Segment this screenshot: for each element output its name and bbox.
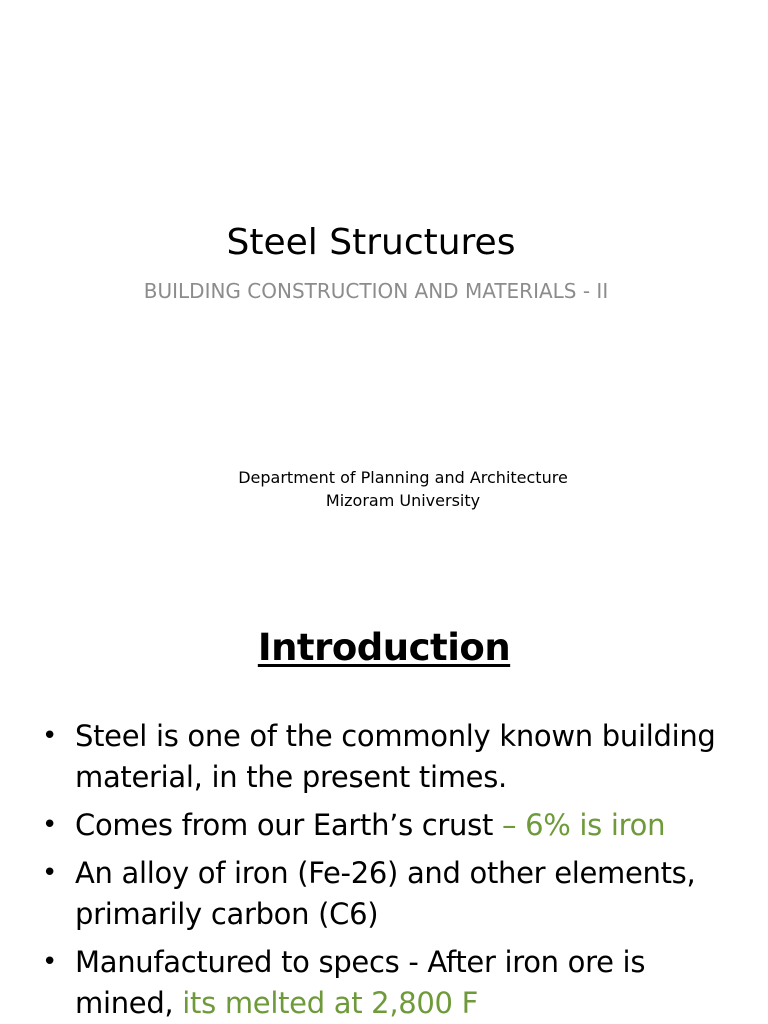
bullet-dot-icon: •	[42, 810, 58, 840]
bullet-text: An alloy of iron (Fe-26) and other elements, primarily carbon (C6)	[75, 856, 696, 931]
bullet-item	[42, 805, 742, 846]
introduction-heading: Introduction	[257, 626, 511, 669]
slide-title: Steel Structures	[226, 222, 516, 263]
department-block	[0, 466, 768, 512]
bullet-highlight: its melted at 2,800 F	[182, 986, 479, 1020]
bullet-highlight: – 6% is iron	[501, 808, 666, 842]
slide-subtitle: BUILDING CONSTRUCTION AND MATERIALS - II	[143, 279, 609, 303]
bullet-dot-icon: •	[42, 858, 58, 888]
department-name: Department of Planning and Architecture	[238, 468, 568, 487]
bullet-item	[42, 853, 742, 935]
bullet-item	[42, 716, 742, 798]
bullet-dot-icon: •	[42, 947, 58, 977]
bullet-text: Comes from our Earth’s crust	[75, 808, 502, 842]
bullet-item	[42, 942, 742, 1024]
university-name: Mizoram University	[325, 491, 481, 510]
bullet-dot-icon: •	[42, 721, 58, 751]
introduction-bullet-list	[42, 716, 742, 1024]
bullet-text: Manufactured to specs - After iron ore is mined,	[75, 945, 646, 1020]
bullet-text: Steel is one of the commonly known building material, in the present times.	[75, 719, 716, 794]
